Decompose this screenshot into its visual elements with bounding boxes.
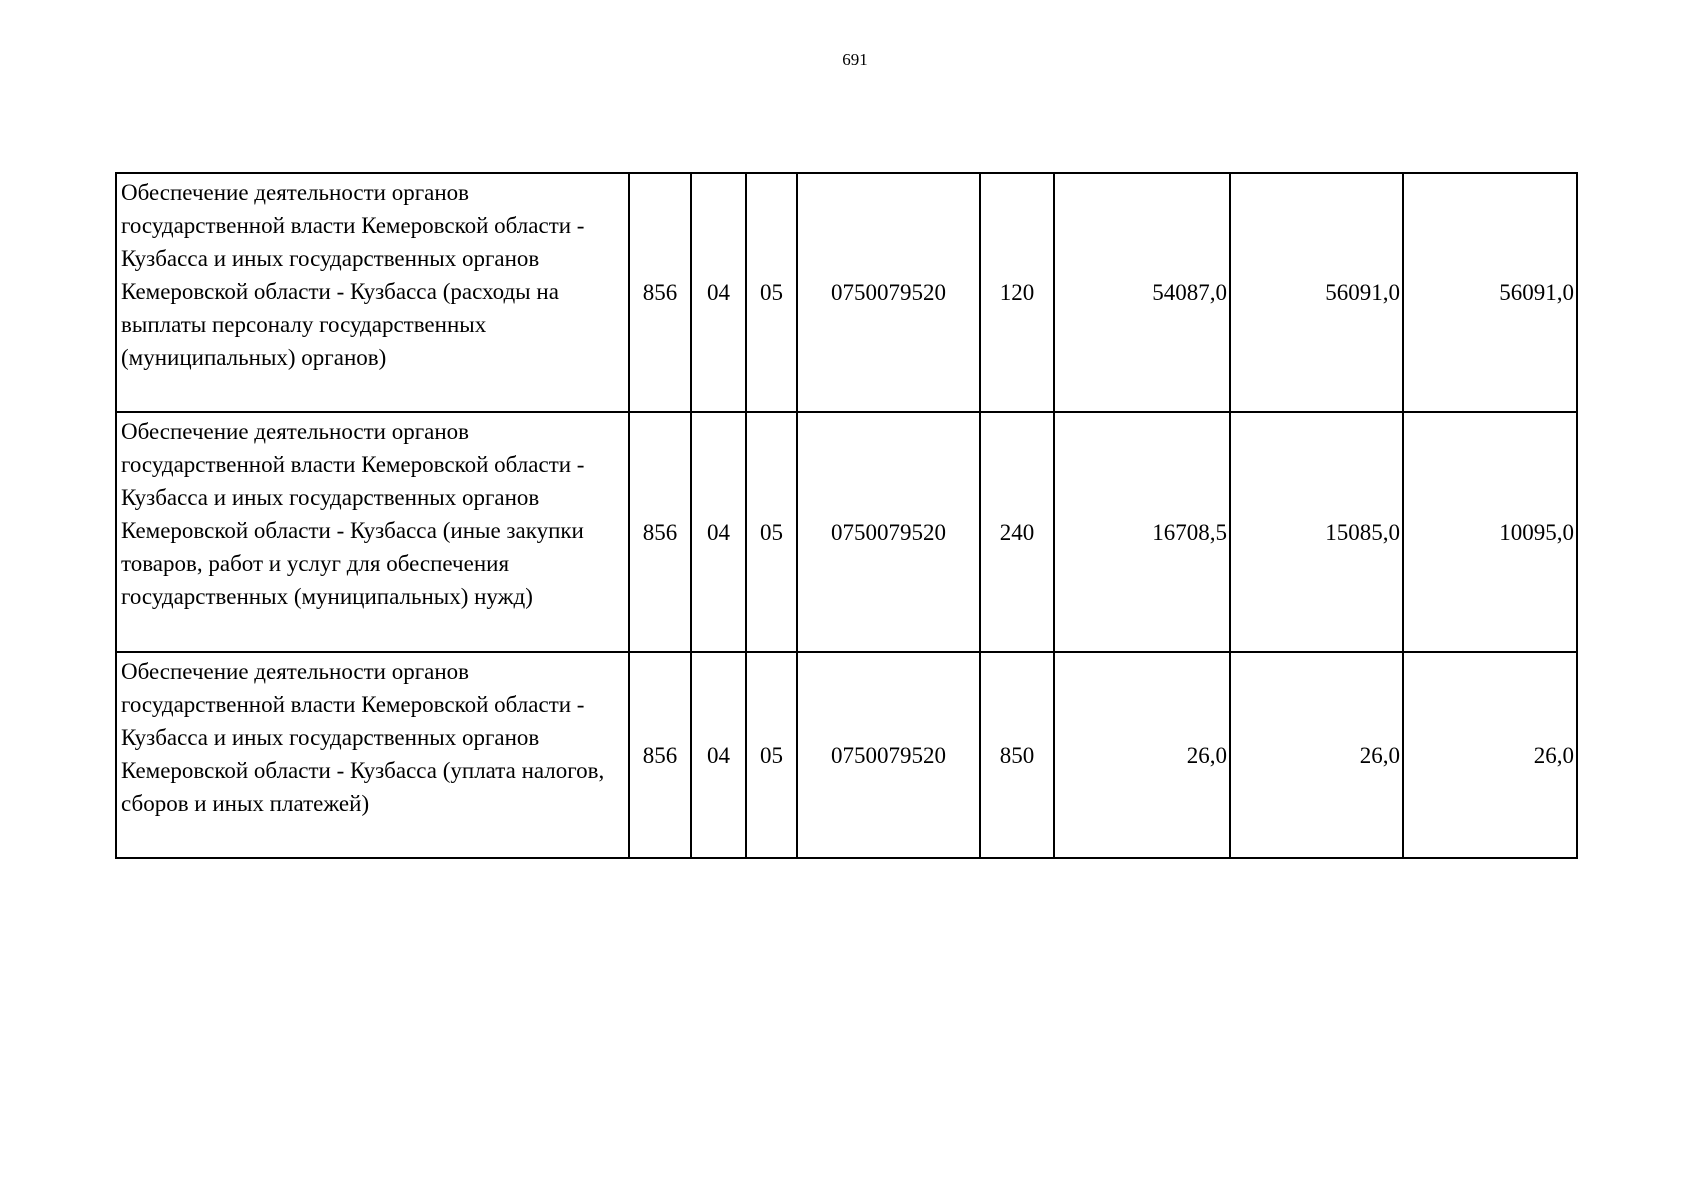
ministry-code: 856 [629, 412, 691, 652]
page-number: 691 [842, 50, 868, 69]
section-code: 04 [691, 173, 746, 412]
expense-type-code: 120 [980, 173, 1054, 412]
ministry-code: 856 [629, 652, 691, 858]
ministry-code: 856 [629, 173, 691, 412]
row-description: Обеспечение деятельности органов государственной власти Кемеровской области - Кузбасса и иных государственных органов Кемеровской области - Кузбасса (расходы на выплаты персоналу государственных (муниципальных) органов) [116, 173, 629, 412]
target-article-code: 0750079520 [797, 412, 980, 652]
budget-table [115, 172, 1578, 859]
amount-year-1: 26,0 [1054, 652, 1230, 858]
amount-year-3: 26,0 [1403, 652, 1577, 858]
subsection-code: 05 [746, 173, 797, 412]
amount-year-1: 54087,0 [1054, 173, 1230, 412]
amount-year-3: 56091,0 [1403, 173, 1577, 412]
amount-year-2: 56091,0 [1230, 173, 1403, 412]
expense-type-code: 850 [980, 652, 1054, 858]
expense-type-code: 240 [980, 412, 1054, 652]
row-description: Обеспечение деятельности органов государственной власти Кемеровской области - Кузбасса и иных государственных органов Кемеровской области - Кузбасса (иные закупки товаров, работ и услуг для обеспечения государственных (муниципальных) нужд) [116, 412, 629, 652]
amount-year-2: 15085,0 [1230, 412, 1403, 652]
amount-year-3: 10095,0 [1403, 412, 1577, 652]
section-code: 04 [691, 412, 746, 652]
amount-year-2: 26,0 [1230, 652, 1403, 858]
amount-year-1: 16708,5 [1054, 412, 1230, 652]
row-description: Обеспечение деятельности органов государственной власти Кемеровской области - Кузбасса и иных государственных органов Кемеровской области - Кузбасса (уплата налогов, сборов и иных платежей) [116, 652, 629, 858]
section-code: 04 [691, 652, 746, 858]
table-row [116, 173, 1577, 412]
table-row [116, 412, 1577, 652]
target-article-code: 0750079520 [797, 652, 980, 858]
subsection-code: 05 [746, 652, 797, 858]
target-article-code: 0750079520 [797, 173, 980, 412]
subsection-code: 05 [746, 412, 797, 652]
table-row [116, 652, 1577, 858]
